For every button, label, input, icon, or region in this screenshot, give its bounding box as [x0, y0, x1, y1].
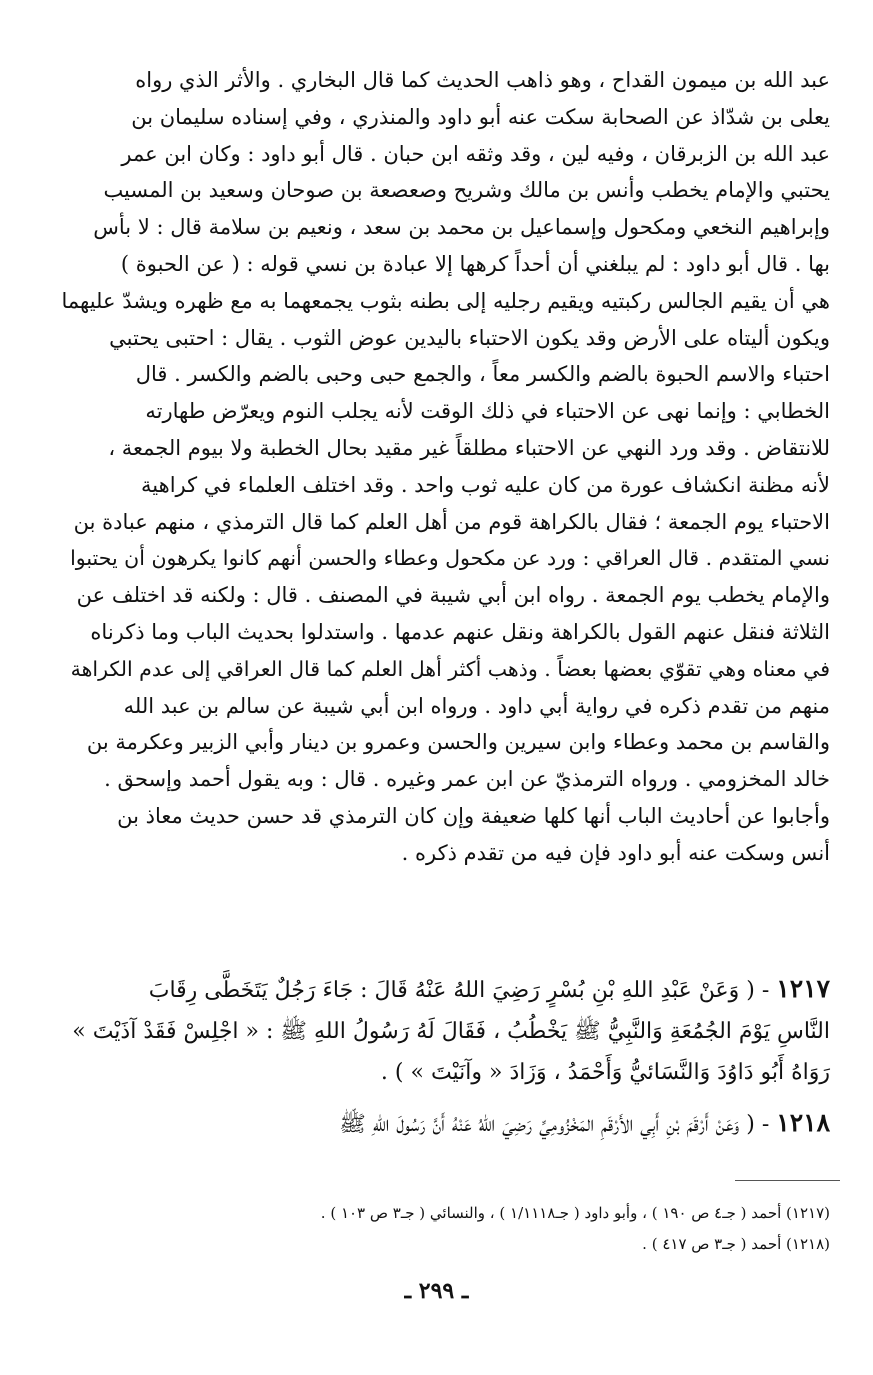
text-line: الخطابي : وإنما نهى عن الاحتباء في ذلك الوقت لأنه يجلب النوم ويعرّض طهارته: [145, 399, 830, 424]
footnote: (١٢١٧) أحمد ( جـ٤ ص ١٩٠ ) ، وأبو داود ( جـ١/١١١٨ ) ، والنسائي ( جـ٣ ص ١٠٣ ) .: [320, 1204, 830, 1222]
text-line: وإبراهيم النخعي ومكحول وإسماعيل بن محمد بن سعد ، ونعيم بن سلامة قال : لا بأس: [93, 215, 830, 240]
text-line: الاحتباء يوم الجمعة ؛ فقال بالكراهة قوم من أهل العلم كما قال الترمذي ، منهم عبادة بن: [73, 509, 830, 534]
text-line: عبد الله بن الزبرقان ، وفيه لين ، وقد وثقه ابن حبان . قال أبو داود : وكان ابن عمر: [121, 141, 830, 166]
hadith-1217: [58, 968, 830, 1093]
text-line: في معناه وهي تقوّي بعضها بعضاً . وذهب أكثر أهل العلم كما قال العراقي إلى عدم الكراهة: [70, 656, 830, 681]
hadith-number: ١٢١٨: [776, 1108, 830, 1137]
text-line: عبد الله بن ميمون القداح ، وهو ذاهب الحديث كما قال البخاري . والأثر الذي رواه: [135, 68, 830, 92]
text-line: للانتقاض . وقد ورد النهي عن الاحتباء مطلقاً غير مقيد بحال الخطبة ولا بيوم الجمعة ،: [108, 435, 830, 460]
hadith-number: ١٢١٧: [776, 974, 830, 1003]
page-number: ـ ٢٩٩ ـ: [404, 1278, 469, 1304]
hadith-first-line: [58, 968, 830, 1011]
hadith-text: - ( وَعَنْ عَبْدِ اللهِ بْنِ بُسْرٍ رَضِيَ اللهُ عَنْهُ قَالَ : جَاءَ رَجُلٌ يَتَخَطَّى رِقَابَ: [148, 978, 770, 1003]
text-line: والقاسم بن محمد وعطاء وابن سيرين والحسن وعمرو بن دينار وأبي الزبير وعكرمة بن: [86, 730, 830, 755]
text-line: ويكون أليتاه على الأرض وقد يكون الاحتباء باليدين عوض الثوب . يقال : احتبى يحتبي: [109, 325, 830, 350]
text-line: والإمام يخطب يوم الجمعة . رواه ابن أبي شيبة في المصنف . قال : ولكنه قد اختلف عن: [76, 583, 830, 608]
text-line: خالد المخزومي . ورواه الترمذيّ عن ابن عمر وغيره . قال : وبه يقول أحمد وإسحق .: [104, 767, 830, 792]
text-line: يحتبي والإمام يخطب وأنس بن مالك وشريح وصعصعة بن صوحان وسعيد بن المسيب: [103, 178, 830, 203]
footnote: (١٢١٨) أحمد ( جـ٣ ص ٤١٧ ) .: [642, 1235, 830, 1253]
text-line: لأنه مظنة انكشاف عورة من كان عليه ثوب واحد . وقد اختلف العلماء في كراهية: [141, 472, 830, 497]
text-line: أنس وسكت عنه أبو داود فإن فيه من تقدم ذكره .: [401, 840, 830, 865]
commentary-text: [58, 62, 830, 872]
text-line: وأجابوا عن أحاديث الباب أنها كلها ضعيفة وإن كان الترمذي قد حسن حديث معاذ بن: [117, 803, 830, 828]
hadith-text: - ( وَعَنْ أَرْقَمَ بْنِ أَبِي الأَرْقَمِ المَخْزُومِيِّ رَضِيَ اللهُ عَنْهُ أَنَّ رَسُولَ اللهِ ﷺ: [339, 1112, 770, 1137]
footnote-divider: [735, 1180, 840, 1181]
text-line: هي أن يقيم الجالس ركبتيه ويقيم رجليه إلى بطنه بثوب يجمعهما به مع ظهره ويشدّ عليهما: [61, 288, 830, 313]
hadith-text: رَوَاهُ أَبُو دَاوُدَ وَالنَّسَائيُّ وَأَحْمَدُ ، وَزَادَ « وآنَيْتَ » ) .: [380, 1060, 830, 1085]
hadith-first-line: [58, 1102, 830, 1145]
text-line: يعلى بن شدّاذ عن الصحابة سكت عنه أبو داود والمنذري ، وفي إسناده سليمان بن: [131, 104, 830, 129]
hadith-1218: [58, 1102, 830, 1145]
hadith-text: النَّاسِ يَوْمَ الجُمُعَةِ وَالنَّبِيُّ ﷺ يَخْطُبُ ، فَقَالَ لَهُ رَسُولُ اللهِ ﷺ : « اجْلِسْ فَقَدْ آذَيْتَ »: [72, 1019, 830, 1044]
footnotes: [58, 1198, 830, 1260]
text-line: نسي المتقدم . قال العراقي : ورد عن مكحول وعطاء والحسن أنهم كانوا يكرهون أن يحتبوا: [70, 546, 830, 571]
text-line: الثلاثة فنقل عنهم القول بالكراهة ونقل عنهم عدمها . واستدلوا بحديث الباب وما ذكرناه: [90, 619, 830, 644]
text-line: احتباء والاسم الحبوة بالضم والكسر معاً ، والجمع حبى وحبى بالضم والكسر . قال: [135, 362, 830, 387]
text-line: منهم من تقدم ذكره في رواية أبي داود . ورواه ابن أبي شيبة عن سالم بن عبد الله: [123, 693, 830, 718]
text-line: بها . قال أبو داود : لم يبلغني أن أحداً كرهها إلا عبادة بن نسي قوله : ( عن الحبوة ): [120, 251, 830, 276]
